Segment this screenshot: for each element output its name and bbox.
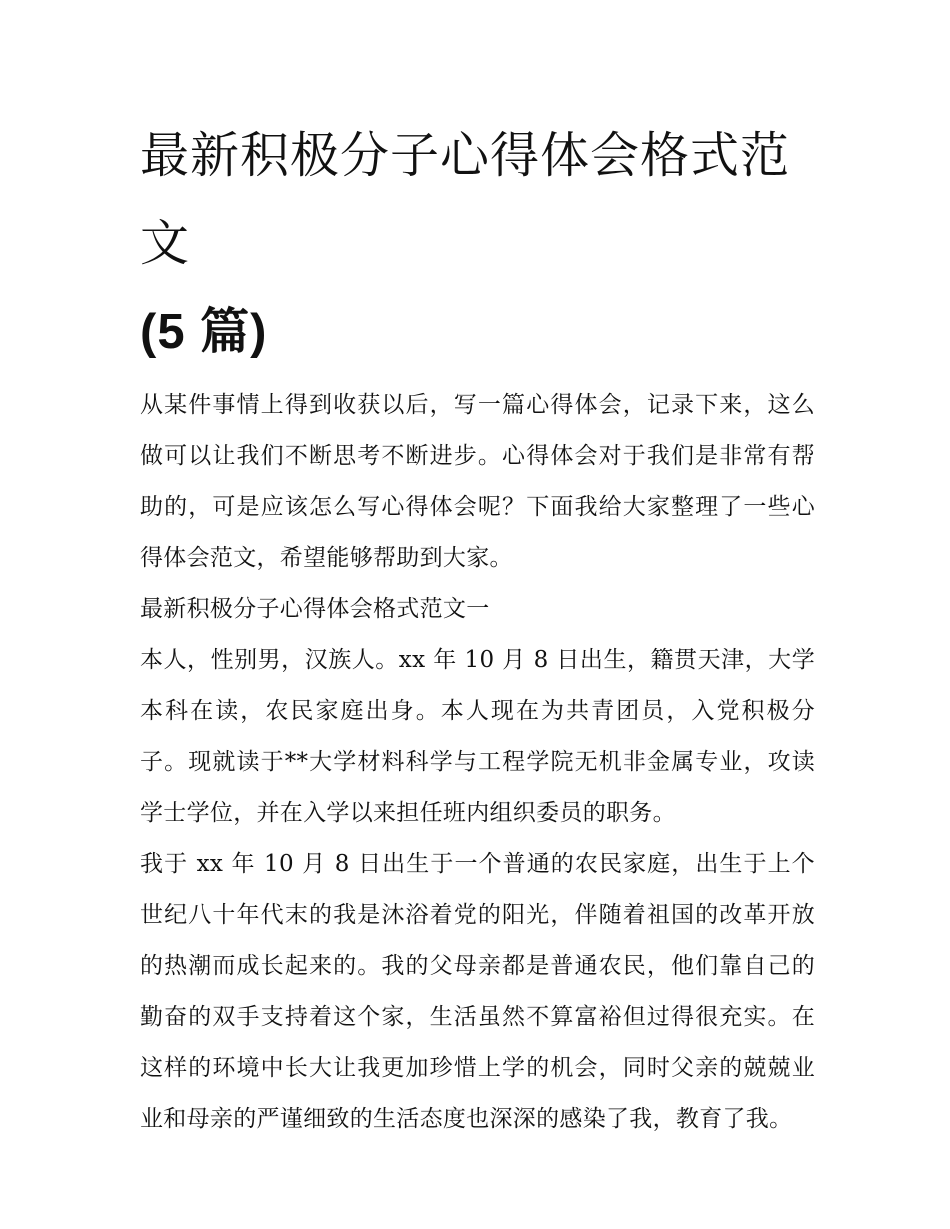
document-title [140, 112, 815, 376]
title-suffix: (5 篇) [140, 305, 268, 359]
document-page [140, 112, 815, 1145]
body-paragraph: 我于 xx 年 10 月 8 日出生于一个普通的农民家庭，出生于上个世纪八十年代末的我是沐浴着党的阳光，伴随着祖国的改革开放的热潮而成长起来的。我的父母亲都是普通农民，他们靠自己的勤奋的双手支持着这个家，生活虽然不算富裕但过得很充实。在这样的环境中长大让我更加珍惜上学的机会，同时父亲的兢兢业业和母亲的严谨细致的生活态度也深深的感染了我，教育了我。 [140, 851, 815, 1132]
title-main: 最新积极分子心得体会格式范文 [140, 127, 791, 272]
intro-paragraph: 从某件事情上得到收获以后，写一篇心得体会，记录下来，这么做可以让我们不断思考不断进步。心得体会对于我们是非常有帮助的，可是应该怎么写心得体会呢？下面我给大家整理了一些心得体会范文，希望能够帮助到大家。 [140, 392, 815, 571]
document-body [140, 380, 815, 1145]
body-paragraph: 本人，性别男，汉族人。xx 年 10 月 8 日出生，籍贯天津，大学本科在读，农民家庭出身。本人现在为共青团员，入党积极分子。现就读于**大学材料科学与工程学院无机非金属专业，攻读学士学位，并在入学以来担任班内组织委员的职务。 [140, 647, 815, 826]
section-heading: 最新积极分子心得体会格式范文一 [140, 596, 490, 622]
